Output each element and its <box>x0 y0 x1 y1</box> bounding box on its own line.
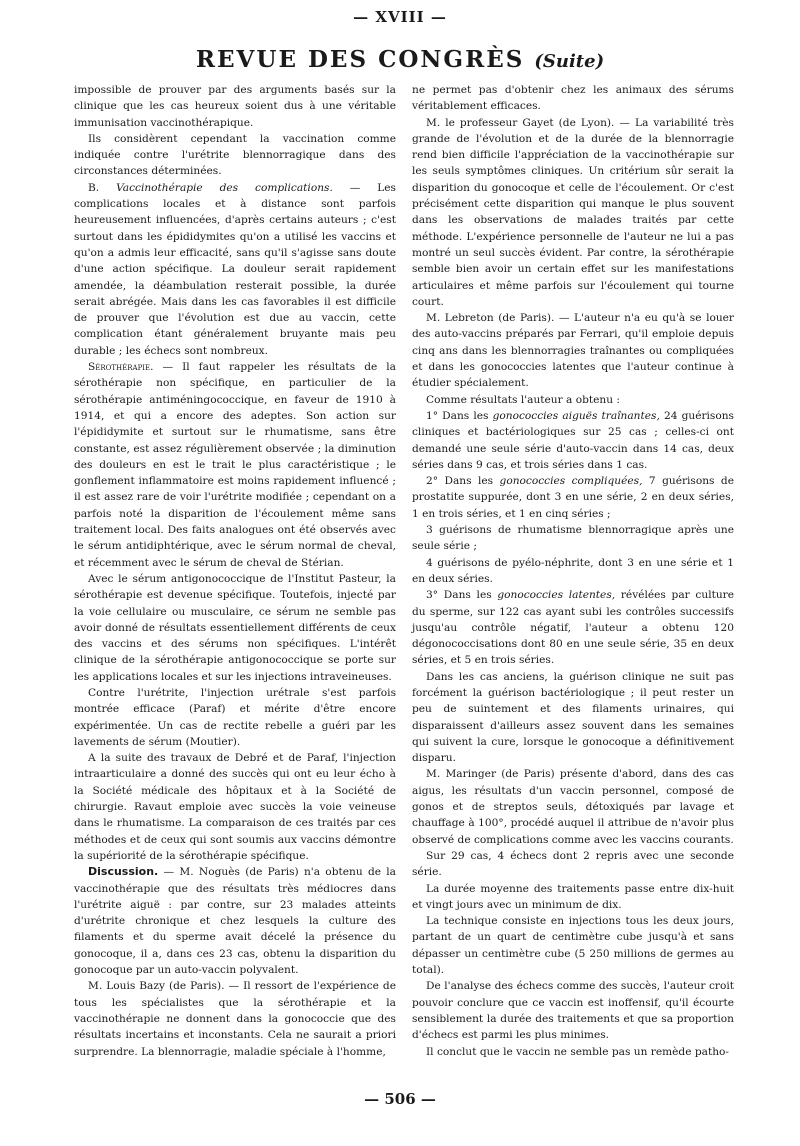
paragraph: Il conclut que le vaccin ne semble pas un remède patho- <box>426 1045 729 1058</box>
paragraph: ne permet pas d'obtenir chez les animaux des sérums véritablement efficaces. <box>412 84 734 113</box>
paragraph: M. Lebreton (de Paris). — L'auteur n'a eu qu'à se louer des auto-vaccins préparés par Ferrari, qu'il emploie depuis cinq ans dans les blennorragies traînantes ou compliquées et dans les gonococcies latentes que l'auteur continue à étudier spécialement. <box>412 312 734 390</box>
paragraph: La technique consiste en injections tous les deux jours, partant de un quart de centimètre cube jusqu'à et sans dépasser un centimètre cube (5 250 millions de germes au total). <box>412 915 734 977</box>
paragraph-text: — M. Noguès (de Paris) n'a obtenu de la vaccinothérapie que des résultats très médiocres dans l'urétrite aiguë : par contre, sur 23 malades atteints d'urétrite chronique et chez lesquels la culture des filaments et du sperme avait décelé la présence du gonocoque, il a, dans ces 23 cas, obtenu la disparition du gonocoque par un auto-vaccin polyvalent. <box>74 866 396 977</box>
paragraph-text: — Il faut rappeler les résultats de la sérothérapie non spécifique, en particulier de la sérothérapie antiméningococcique, en faveur de 1910 à 1914, et qui a encore des adeptes. Son action sur l'épididymite et surtout sur le rhumatisme, sans être constante, est assez régulièrement observée ; la diminution des douleurs en est le trait le plus caractéristique ; le gonflement inflammatoire est moins rapidement influencé ; il est assez rare de voir l'urétrite modifiée ; cependant on a parfois noté la disparition de l'écoulement même sans traitement local. Des faits analogues ont été observés avec le sérum antidiphtérique, avec le sérum normal de cheval, et récemment avec le sérum de cheval de Stérian. <box>74 361 396 569</box>
paragraph-text: — Les complications locales et à distance sont parfois heureusement influencées, d'après certains auteurs ; c'est surtout dans les épididymites qu'on a utilisé les vaccins et qu'on a admis leur efficacité, sans qu'il s'agisse sans doute d'une action spécifique. La douleur serait rapidement amendée, la déambulation resterait possible, la durée serait abrégée. Mais dans les cas favorables il est difficile de prouver que l'évolution est due au vaccin, cette complication étant généralement bruyante mais peu durable ; les échecs sont nombreux. <box>74 181 396 357</box>
paragraph <box>412 473 734 522</box>
paragraph-text: 2° Dans les <box>426 475 500 488</box>
paragraph-text: 1° Dans les <box>426 409 493 422</box>
paragraph-text: 7 guérisons de prostatite suppurée, dont 3 en une série, 2 en deux séries, 1 en trois séries, et 1 en cinq séries ; <box>412 475 734 520</box>
suite-label: (Suite) <box>534 51 605 72</box>
paragraph: Comme résultats l'auteur a obtenu : <box>426 393 620 406</box>
paragraph: A la suite des travaux de Debré et de Paraf, l'injection intraarticulaire a donné des succès qui ont eu leur écho à la Société médicale des hôpitaux et à la Société de chirurgie. Ravaut emploie avec succès la voie veineuse dans le rhumatisme. La comparaison de ces traités par ces méthodes et de ceux qui sont soumis aux vaccins démontre la supériorité de la sérothérapie spécifique. <box>74 752 396 862</box>
section-title: Discussion. <box>88 865 159 879</box>
roman-page-number: — XVIII — <box>353 8 447 26</box>
left-column <box>74 82 396 1060</box>
paragraph-text: révélées par culture du sperme, sur 122 cas ayant subi les contrôles successifs jusqu'au contrôle négatif, l'auteur a obtenu 120 dégonococcisations dont 80 en une seule série, 35 en deux séries, et 5 en trois séries. <box>412 589 734 667</box>
paragraph-text: 24 guérisons cliniques et bactériologiques sur 25 cas ; celles-ci ont demandé une seule série d'auto-vaccin dans 14 cas, deux séries dans 9 cas, et trois séries dans 1 cas. <box>412 409 734 471</box>
paragraph: Sur 29 cas, 4 échecs dont 2 repris avec une seconde série. <box>412 849 734 879</box>
page-number: — 506 — <box>364 1090 436 1108</box>
journal-title: REVUE DES CONGRÈS <box>195 46 525 73</box>
running-head <box>0 46 800 73</box>
emphasis: gonococcies compliquées, <box>499 475 643 488</box>
paragraph: impossible de prouver par des arguments basés sur la clinique que les cas heureux soient dus à une véritable immunisation vaccinothérapique. <box>74 84 396 129</box>
paragraph: 4 guérisons de pyélo-néphrite, dont 3 en une série et 1 en deux séries. <box>412 556 734 585</box>
paragraph: M. le professeur Gayet (de Lyon). — La variabilité très grande de l'évolution et de la durée de la blennorragie rend bien difficile l'appréciation de la vaccinothérapie sur les seuls symptômes cliniques. Un critérium sûr serait la disparition du gonocoque et celle de l'écoulement. Or c'est précisément cette disparition qui manque le plus souvent dans les observations de malades traités par cette méthode. L'expérience personnelle de l'auteur ne lui a pas montré un seul succès évident. Par contre, la sérothérapie semble bien avoir un certain effet sur les manifestations articulaires et même parfois sur l'écoulement qui tourne court. <box>412 116 734 308</box>
paragraph: 3 guérisons de rhumatisme blennorragique après une seule série ; <box>412 524 734 553</box>
paragraph <box>412 408 734 473</box>
paragraph: De l'analyse des échecs comme des succès, l'auteur croit pouvoir conclure que ce vaccin est inoffensif, qu'il écourte sensiblement la durée des traitements et que sa proportion d'échecs est parmi les plus minimes. <box>412 980 734 1042</box>
paragraph <box>74 359 396 571</box>
emphasis: gonococcies aiguës traînantes, <box>492 409 660 422</box>
paragraph: M. Maringer (de Paris) présente d'abord, dans des cas aigus, les résultats d'un vaccin personnel, composé de gonos et de streptos seuls, détoxiqués par lavage et chauffage à 100°, procédé auquel il attribue de n'avoir plus observé de complications comme avec les vaccins courants. <box>412 768 734 846</box>
paragraph <box>74 864 396 978</box>
section-title: Sérothérapie. <box>88 361 154 374</box>
paragraph <box>74 180 396 359</box>
paragraph: Avec le sérum antigonococcique de l'Institut Pasteur, la sérothérapie est devenue spécifique. Toutefois, injecté par la voie cellulaire ou musculaire, ce sérum ne semble pas avoir donné de résultats essentiellement différents de ceux des vaccins et des sérums non spécifiques. L'intérêt clinique de la sérothérapie antigonococcique se porte sur les applications locales et sur les injections intraveineuses. <box>74 572 396 683</box>
right-column <box>412 82 734 1060</box>
section-title: Vaccinothérapie des complications. <box>116 181 333 194</box>
paragraph <box>412 587 734 668</box>
paragraph: M. Louis Bazy (de Paris). — Il ressort de l'expérience de tous les spécialistes que la sérothérapie et la vaccinothérapie ne donnent dans la gonococcie que des résultats incertains et inconstants. Cela ne saurait a priori surprendre. La blennorragie, maladie spéciale à l'homme, <box>74 980 396 1058</box>
emphasis: gonococcies latentes, <box>497 589 616 602</box>
paragraph: Ils considèrent cependant la vaccination comme indiquée contre l'urétrite blennorragique dans des circonstances déterminées. <box>74 132 396 178</box>
section-label: B. <box>88 181 117 194</box>
paragraph: Dans les cas anciens, la guérison clinique ne suit pas forcément la guérison bactériologique ; il peut rester un peu de suintement et des filaments urinaires, qui disparaissent d'ailleurs assez souvent dans les semaines qui suivent la cure, lorsque le gonocoque a définitivement disparu. <box>412 670 734 765</box>
paragraph: La durée moyenne des traitements passe entre dix-huit et vingt jours avec un minimum de dix. <box>412 882 734 911</box>
paragraph-text: 3° Dans les <box>426 589 498 602</box>
paragraph: Contre l'urétrite, l'injection urétrale s'est parfois montrée efficace (Paraf) et mérite d'être encore expérimentée. Un cas de rectite rebelle a guéri par les lavements de sérum (Moutier). <box>74 686 396 748</box>
